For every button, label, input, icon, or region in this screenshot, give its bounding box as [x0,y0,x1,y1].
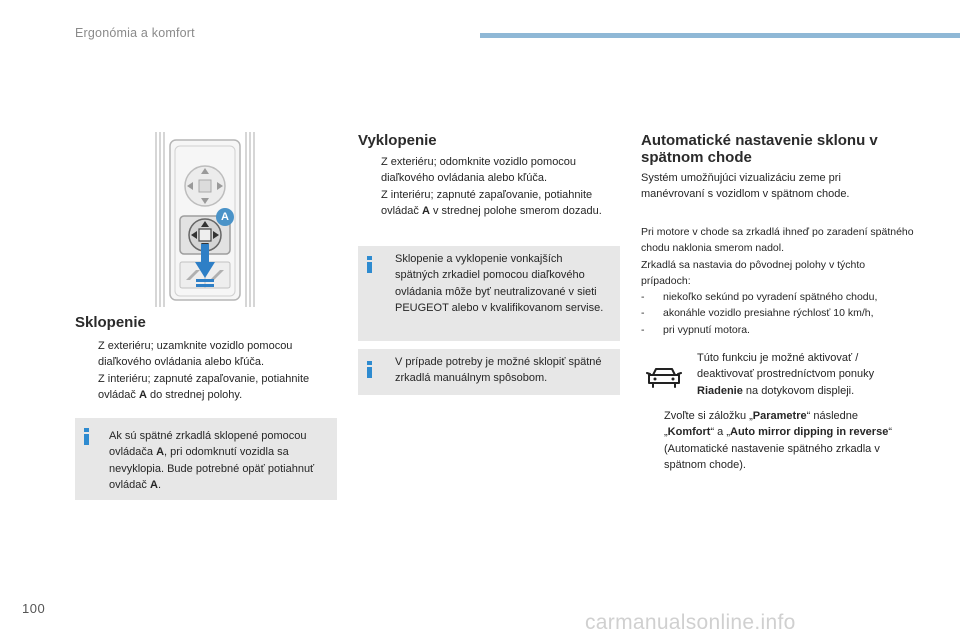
note-text: . [157,478,161,491]
control-a-ref: A [138,388,147,401]
menu-name-riadenie: Riadenie [697,384,743,397]
callout-a-badge [216,208,234,226]
vyklopenie-steps [358,154,623,219]
info-note-vyklopenie-manual [358,349,620,395]
list-item [641,322,916,338]
header-accent-bar [480,33,960,38]
chapter-title: Ergonómia a komfort [75,26,195,40]
info-note-sklopenie [75,418,337,500]
list-item [641,408,911,473]
list-item [75,371,337,404]
sklopenie-steps [75,338,337,403]
auto-para-1: Pri motore v chode sa zrkadlá ihneď po zaradení spätného chodu naklonia smerom nadol. [641,226,914,255]
list-item-text: Z exteriéru; uzamknite vozidlo pomocou diaľkového ovládania alebo kľúča. [98,340,293,369]
menu-name-komfort: Komfort [667,426,711,439]
auto-para-2: Zrkadlá sa nastavia do pôvodnej polohy v týchto prípadoch: [641,258,866,287]
info-note-vyklopenie-network [358,246,620,341]
control-a-ref: A [149,478,158,491]
step-text: “ následne „ [664,410,858,439]
list-item-text: v strednej polohe smerom dozadu. [429,204,602,217]
list-item-text: Z exteriéru; odomknite vozidlo pomocou diaľkového ovládania alebo kľúča. [381,156,577,185]
list-item-text: Z interiéru; zapnuté zapaľovanie, potiahnite ovládač [98,372,310,401]
list-item [358,154,623,187]
list-item [641,305,916,321]
section-title-sklopenie: Sklopenie [75,314,146,331]
dash-marker: - [641,291,645,304]
section-title-vyklopenie: Vyklopenie [358,132,437,149]
list-item [641,289,916,305]
auto-details [641,224,916,338]
note-text: Ak sú spätné zrkadlá sklopené pomocou ovládača [109,430,307,459]
mirror-control-illustration [150,132,260,307]
mirror-control-drawing [150,132,260,307]
list-item-text: akonáhle vozidlo presiahne rýchlosť 10 km/h, [663,307,874,320]
info-icon [84,428,89,443]
callout-a-label: A [221,211,229,223]
list-item-text: do strednej polohy. [146,388,243,401]
list-item [75,338,337,371]
list-item [358,187,623,220]
auto-activate-text [697,350,912,399]
note-text: V prípade potreby je možné sklopiť spätné zrkadlá manuálnym spôsobom. [395,356,602,385]
note-text: Sklopenie a vyklopenie vonkajších spätných zrkadiel pomocou diaľkového ovládania môže byť neutralizované v sieti PEUGEOT alebo v kvalifikovanom servise. [395,253,604,314]
note-text: , pri odomknutí vozidla sa nevyklopia. Bude potrebné opäť potiahnuť ovládač [109,446,315,491]
tab-name-parametre: Parametre [752,410,807,422]
info-icon [367,361,372,376]
dash-marker: - [641,323,645,336]
watermark: carmanualsonline.info [585,611,796,634]
step-text: “ a „ [710,426,731,439]
activate-text: na dotykovom displeji. [742,384,855,397]
step-text: “ (Automatické nastavenie spätného zrkadla v spätnom chode). [664,426,892,471]
list-item-text: Z interiéru; zapnuté zapaľovanie, potiahnite ovládač [381,188,593,217]
car-icon [646,364,682,390]
control-a-ref: A [156,446,165,459]
auto-step [641,408,911,473]
info-icon [367,256,372,271]
activate-text: Túto funkciu je možné aktivovať / deaktivovať prostredníctvom ponuky [697,352,875,381]
list-item-text: pri vypnutí motora. [663,323,750,336]
dash-marker: - [641,307,645,320]
control-a-ref: A [421,204,430,217]
auto-intro: Systém umožňujúci vizualizáciu zeme pri manévrovaní s vozidlom v spätnom chode. [641,172,850,201]
page-number: 100 [22,601,46,616]
step-text: Zvoľte si záložku „ [664,410,753,422]
option-name-auto-mirror: Auto mirror dipping in reverse [730,426,889,439]
section-title-auto-tilt: Automatické nastavenie sklonu v spätnom chode [641,132,878,166]
list-item-text: niekoľko sekúnd po vyradení spätného chodu, [663,291,878,304]
